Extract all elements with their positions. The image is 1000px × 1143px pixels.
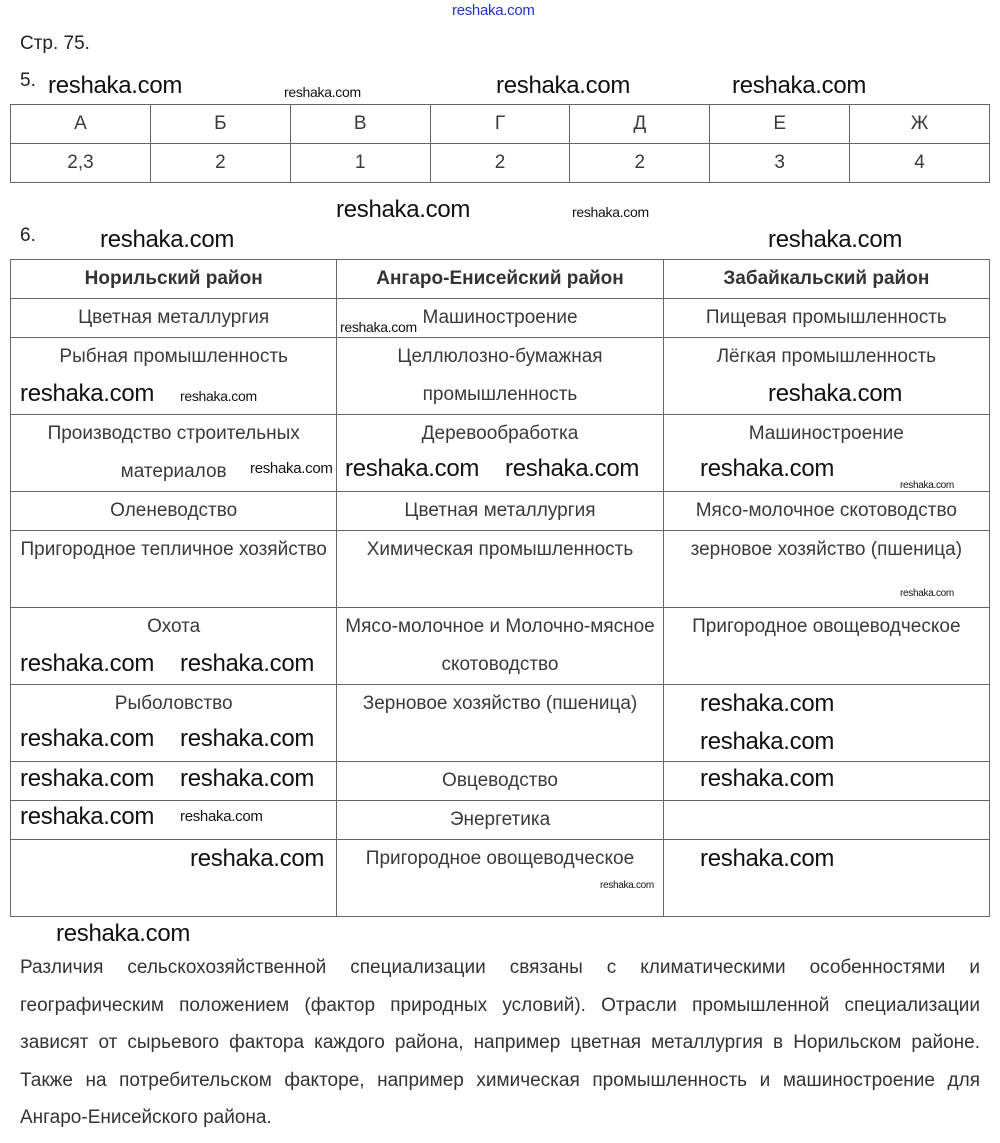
watermark: reshaka.com	[496, 72, 631, 99]
watermark: reshaka.com	[284, 84, 361, 100]
header-cell: Ж	[850, 105, 990, 144]
watermark: reshaka.com	[700, 455, 835, 482]
task-6-table	[10, 259, 990, 917]
watermark: reshaka.com	[250, 460, 333, 477]
value-cell: 2	[150, 144, 290, 183]
watermark: reshaka.com	[345, 455, 480, 482]
table-cell: Цветная металлургия	[337, 492, 663, 531]
table-row	[11, 801, 990, 840]
table-cell: Машиностроение	[663, 415, 989, 492]
table-cell: Мясо-молочное скотоводство	[663, 492, 989, 531]
watermark: reshaka.com	[48, 72, 183, 99]
watermark: reshaka.com	[190, 845, 325, 872]
header-cell: А	[11, 105, 151, 144]
header-cell: В	[290, 105, 430, 144]
table-cell: Целлюлозно-бумажная промышленность	[337, 338, 663, 415]
table-row	[11, 144, 990, 183]
watermark: reshaka.com	[20, 803, 155, 830]
watermark: reshaka.com	[700, 845, 835, 872]
watermark: reshaka.com	[100, 226, 235, 253]
watermark: reshaka.com	[180, 650, 315, 677]
watermark: reshaka.com	[732, 72, 867, 99]
table-row	[11, 685, 990, 762]
table-cell: зерновое хозяйство (пшеница)	[663, 531, 989, 608]
watermark: reshaka.com	[700, 728, 835, 755]
value-cell: 2	[570, 144, 710, 183]
table-cell: Пищевая промышленность	[663, 299, 989, 338]
table-header-row	[11, 260, 990, 299]
watermark: reshaka.com	[180, 808, 263, 825]
table-cell: Лёгкая промышленность	[663, 338, 989, 415]
table-cell: Химическая промышленность	[337, 531, 663, 608]
value-cell: 3	[710, 144, 850, 183]
header-cell: Е	[710, 105, 850, 144]
table-cell: Энергетика	[337, 801, 663, 840]
table-cell: Охота	[11, 608, 337, 685]
watermark: reshaka.com	[768, 226, 903, 253]
table-cell	[663, 801, 989, 840]
table-row	[11, 762, 990, 801]
watermark: reshaka.com	[20, 765, 155, 792]
watermark: reshaka.com	[572, 204, 649, 220]
watermark: reshaka.com	[20, 725, 155, 752]
table-row	[11, 840, 990, 917]
value-cell: 1	[290, 144, 430, 183]
table-cell: Рыболовство	[11, 685, 337, 762]
conclusion-paragraph: Различия сельскохозяйственной специализации связаны с климатическими особенностями и географическим положением (фактор природных условий). Отрасли промышленной специализации зависят от сырьевого фактора каждого района, например цветная металлургия в Норильском районе. Также на потребительском факторе, например химическая промышленность и машиностроение для Ангаро-Енисейского района.	[20, 957, 980, 1128]
table-header-row	[11, 105, 990, 144]
watermark: reshaka.com	[180, 388, 257, 404]
task-6-number: 6.	[20, 225, 36, 246]
header-cell: Ангаро-Енисейский район	[337, 260, 663, 299]
value-cell: 2	[430, 144, 570, 183]
watermark: reshaka.com	[768, 380, 903, 407]
watermark: reshaka.com	[340, 319, 417, 335]
header-cell: Г	[430, 105, 570, 144]
table-cell: Пригородное овощеводческое	[337, 840, 663, 917]
watermark: reshaka.com	[900, 480, 954, 491]
table-cell: Цветная металлургия	[11, 299, 337, 338]
table-row	[11, 492, 990, 531]
page-label: Стр. 75.	[20, 33, 90, 54]
watermark: reshaka.com	[600, 880, 654, 891]
table-cell: Пригородное овощеводческое	[663, 608, 989, 685]
watermark: reshaka.com	[180, 725, 315, 752]
table-cell: Оленеводство	[11, 492, 337, 531]
table-cell: Пригородное тепличное хозяйство	[11, 531, 337, 608]
watermark: reshaka.com	[20, 650, 155, 677]
watermark: reshaka.com	[180, 765, 315, 792]
watermark: reshaka.com	[20, 380, 155, 407]
watermark: reshaka.com	[700, 765, 835, 792]
watermark: reshaka.com	[56, 920, 191, 947]
table-row	[11, 415, 990, 492]
table-row	[11, 608, 990, 685]
table-cell: Производство строительных материалов	[11, 415, 337, 492]
watermark: reshaka.com	[900, 588, 954, 599]
watermark: reshaka.com	[505, 455, 640, 482]
table-cell: Машиностроение	[337, 299, 663, 338]
header-cell: Д	[570, 105, 710, 144]
header-cell: Забайкальский район	[663, 260, 989, 299]
watermark: reshaka.com	[452, 2, 535, 19]
table-cell: Зерновое хозяйство (пшеница)	[337, 685, 663, 762]
header-cell: Норильский район	[11, 260, 337, 299]
table-cell: Рыбная промышленность	[11, 338, 337, 415]
task-5-number: 5.	[20, 70, 36, 91]
table-row	[11, 299, 990, 338]
table-cell: Деревообработка	[337, 415, 663, 492]
table-row	[11, 531, 990, 608]
watermark: reshaka.com	[336, 196, 471, 223]
table-cell: Мясо-молочное и Молочно-мясное скотоводство	[337, 608, 663, 685]
table-cell: Овцеводство	[337, 762, 663, 801]
task-5-table	[10, 104, 990, 183]
header-cell: Б	[150, 105, 290, 144]
watermark: reshaka.com	[700, 690, 835, 717]
value-cell: 2,3	[11, 144, 151, 183]
value-cell: 4	[850, 144, 990, 183]
